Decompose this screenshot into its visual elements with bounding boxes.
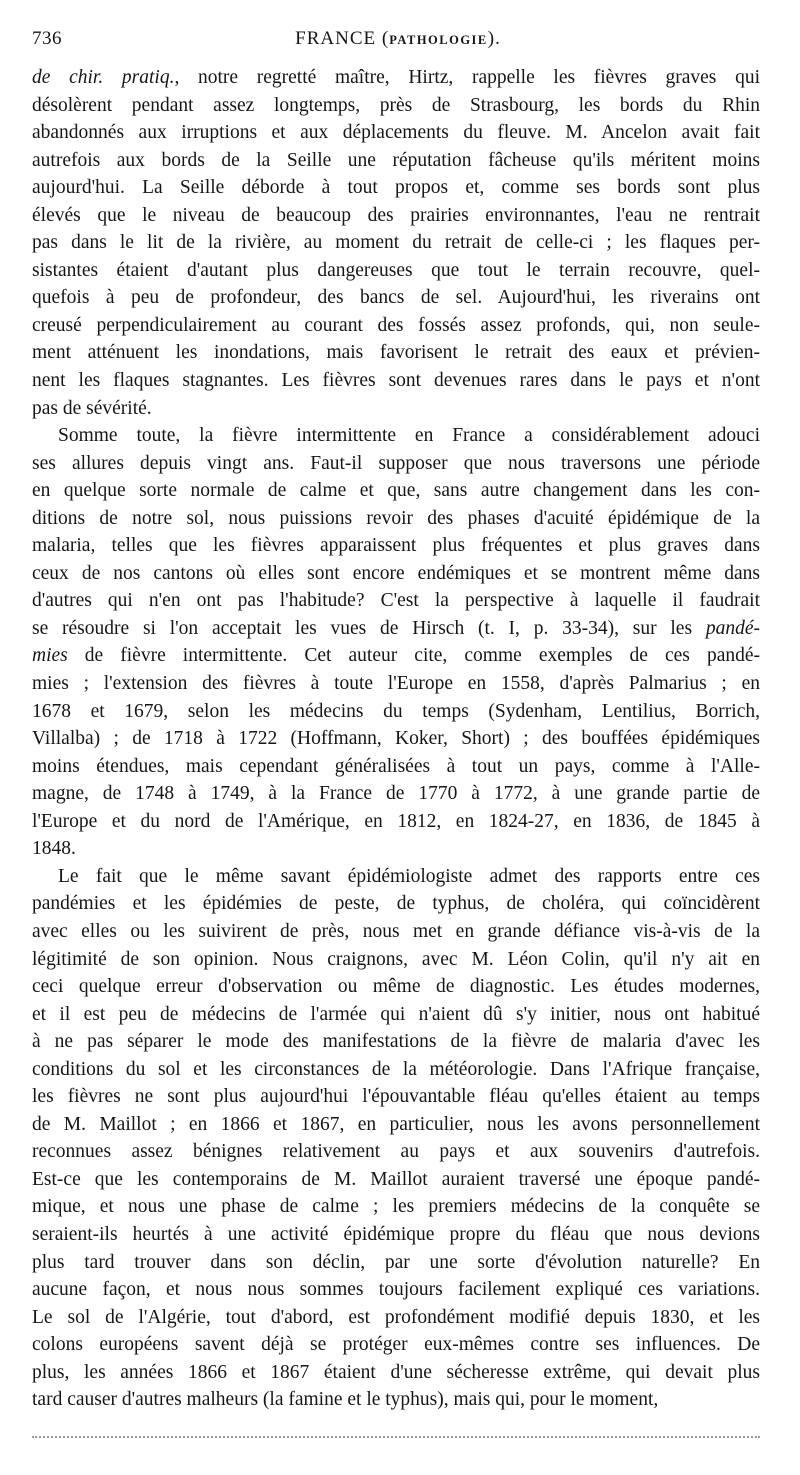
text-line: Le sol de l'Algérie, tout d'abord, est profondément modifié depuis 1830, et les — [32, 1306, 760, 1328]
paragraph — [32, 64, 760, 422]
text-line: d'autres qui n'en ont pas l'habitude? C'est la perspective à laquelle il faudrait — [32, 590, 760, 612]
text-line: aujourd'hui. La Seille déborde à tout propos et, comme ses bords sont plus — [32, 177, 760, 199]
text-line: pandémies et les épidémies de peste, de typhus, de choléra, qui coïncidèrent — [32, 893, 760, 915]
text-line: en quelque sorte normale de calme et que, sans autre changement dans les con- — [32, 480, 760, 502]
text-line: conditions du sol et les circonstances de la météorologie. Dans l'Afrique française, — [32, 1058, 760, 1080]
paragraph — [32, 422, 760, 863]
text-line: magne, de 1748 à 1749, à la France de 1770 à 1772, à une grande partie de — [32, 783, 760, 805]
text-line: reconnues assez bénignes relativement au pays et aux souvenirs d'autrefois. — [32, 1141, 760, 1163]
text-line: seraient-ils heurtés à une activité épidémique propre du fléau que nous devions — [32, 1223, 760, 1245]
text-line: plus tard trouver dans son déclin, par une sorte d'évolution naturelle? En — [32, 1251, 760, 1273]
running-head-title: FRANCE — [295, 28, 377, 49]
text-line: Somme toute, la fièvre intermittente en France a considérablement adouci — [58, 425, 760, 447]
text-line: Villalba) ; de 1718 à 1722 (Hoffmann, Koker, Short) ; des bouffées épidémiques — [32, 728, 760, 750]
text-line: de chir. pratiq., notre regretté maître, Hirtz, rappelle les fièvres graves qui — [32, 67, 760, 88]
body-text — [32, 64, 760, 1414]
footer-dotted-rule — [32, 1436, 760, 1438]
text-line: pas dans le lit de la rivière, au moment du retrait de celle-ci ; les flaques per- — [32, 232, 760, 254]
paragraph — [32, 863, 760, 1414]
text-line: élevés que le niveau de beaucoup des prairies environnantes, l'eau ne rentrait — [32, 204, 760, 226]
text-line: les fièvres ne sont plus aujourd'hui l'épouvantable fléau qu'elles étaient au temps — [32, 1086, 760, 1108]
text-line: ditions de notre sol, nous puissions revoir des phases d'acuité épidémique de la — [32, 507, 760, 529]
text-line: se résoudre si l'on acceptait les vues de Hirsch (t. I, p. 33-34), sur les pandé- — [32, 617, 760, 639]
text-line: l'Europe et du nord de l'Amérique, en 1812, en 1824-27, en 1836, de 1845 à — [32, 810, 760, 832]
page-number: 736 — [32, 28, 62, 49]
text-line: Est-ce que les contemporains de M. Maillot auraient traversé une époque pandé- — [32, 1168, 760, 1190]
text-line: et il est peu de médecins de l'armée qui n'aient dû s'y initier, nous ont habitué — [32, 1003, 760, 1025]
text-line: nent les flaques stagnantes. Les fièvres sont devenues rares dans le pays et n'ont — [32, 370, 760, 392]
text-line: malaria, telles que les fièvres apparaissent plus fréquentes et plus graves dans — [32, 535, 760, 557]
text-line: colons européens savent déjà se protéger eux-mêmes contre ses influences. De — [32, 1334, 760, 1356]
text-line: aucune façon, et nous nous sommes toujours facilement expliqué ces variations. — [32, 1279, 760, 1301]
text-line: ses allures depuis vingt ans. Faut-il supposer que nous traversons une période — [32, 452, 760, 474]
text-line: ceci quelque erreur d'observation ou même de diagnostic. Les études modernes, — [32, 976, 760, 998]
text-line: quefois à peu de profondeur, des bancs de sel. Aujourd'hui, les riverains ont — [32, 287, 760, 309]
text-line: autrefois aux bords de la Seille une réputation fâcheuse qu'ils méritent moins — [32, 149, 760, 171]
text-line: de M. Maillot ; en 1866 et 1867, en particulier, nous les avons personnellement — [32, 1113, 760, 1135]
text-line: légitimité de son opinion. Nous craignons, avec M. Léon Colin, qu'il n'y ait en — [32, 948, 760, 970]
text-line: 1848. — [32, 838, 76, 860]
text-line: sistantes étaient d'autant plus dangereuses que tout le terrain recouvre, quel- — [32, 259, 760, 281]
running-head-paren-close: ). — [487, 28, 501, 49]
text-line: mies ; l'extension des fièvres à toute l'Europe en 1558, d'après Palmarius ; en — [32, 673, 760, 695]
text-line: abandonnés aux irruptions et aux déplacements du fleuve. M. Ancelon avait fait — [32, 122, 760, 144]
text-line: tard causer d'autres malheurs (la famine et le typhus), mais qui, pour le moment, — [32, 1389, 659, 1411]
text-line: mies de fièvre intermittente. Cet auteur cite, comme exemples de ces pandé- — [32, 645, 760, 667]
page-header — [32, 28, 764, 54]
text-line: 1678 et 1679, selon les médecins du temps (Sydenham, Lentilius, Borrich, — [32, 700, 760, 722]
running-head — [32, 28, 764, 50]
text-line: Le fait que le même savant épidémiologiste admet des rapports entre ces — [58, 865, 760, 887]
running-head-subtitle: PATHOLOGIE — [389, 33, 488, 47]
text-line: ment atténuent les inondations, mais favorisent le retrait des eaux et prévien- — [32, 342, 760, 364]
text-line: creusé perpendiculairement au courant des fossés assez profonds, qui, non seule- — [32, 314, 760, 336]
running-head-paren-open: ( — [381, 28, 390, 49]
text-line: avec elles ou les suivirent de près, nous met en grande défiance vis-à-vis de la — [32, 920, 760, 942]
text-line: pas de sévérité. — [32, 397, 152, 419]
text-line: à ne pas séparer le mode des manifestations de la fièvre de malaria d'avec les — [32, 1031, 760, 1053]
text-line: plus, les années 1866 et 1867 étaient d'une sécheresse extrême, qui devait plus — [32, 1361, 760, 1383]
text-line: ceux de nos cantons où elles sont encore endémiques et se montrent même dans — [32, 562, 760, 584]
text-line: mique, et nous une phase de calme ; les premiers médecins de la conquête se — [32, 1196, 760, 1218]
text-line: désolèrent pendant assez longtemps, près de Strasbourg, les bords du Rhin — [32, 94, 760, 116]
text-line: moins étendues, mais cependant généralisées à tout un pays, comme à l'Alle- — [32, 755, 760, 777]
